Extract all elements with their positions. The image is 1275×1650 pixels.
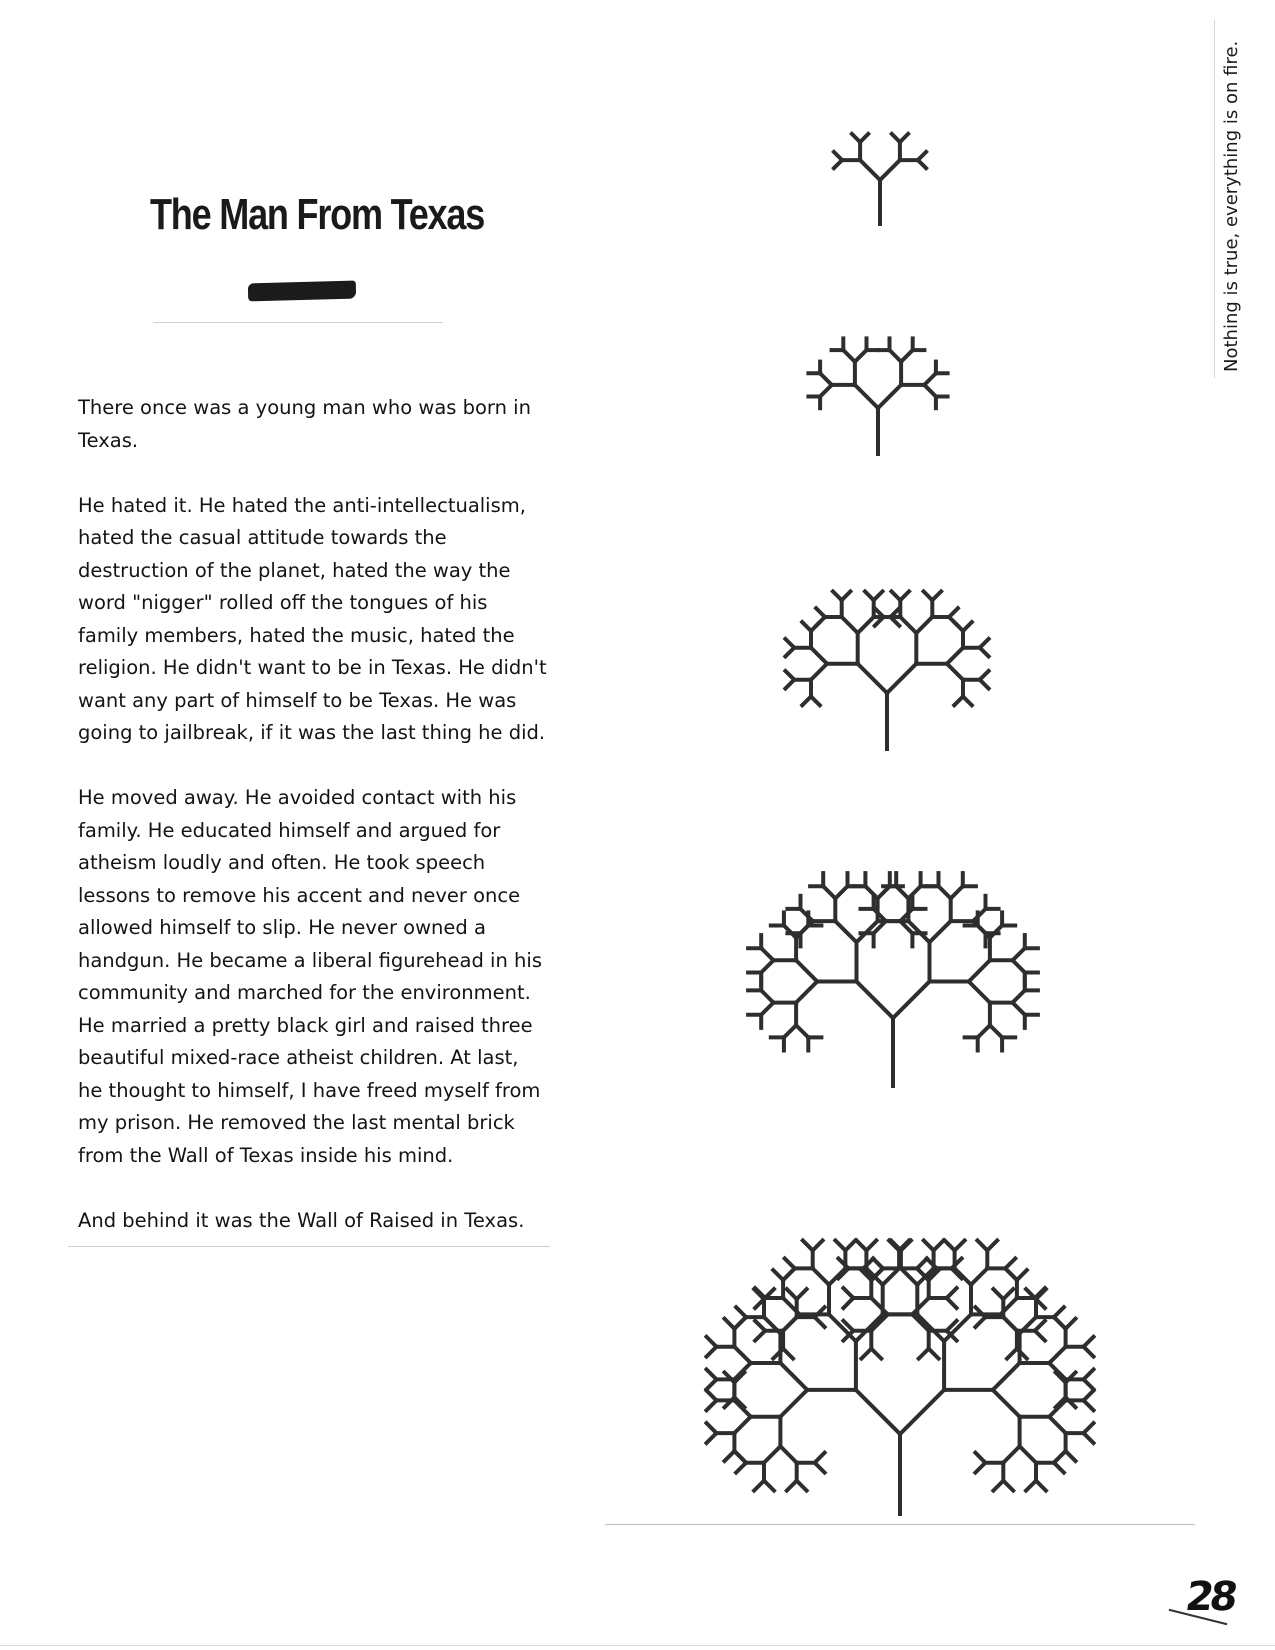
tree-branch bbox=[707, 1391, 717, 1401]
tree-branch bbox=[980, 680, 989, 689]
tree-branch bbox=[1084, 1369, 1094, 1379]
tree-branch bbox=[811, 664, 827, 680]
page-number: 28 bbox=[1182, 1574, 1237, 1620]
tree-branch bbox=[993, 1481, 1003, 1491]
tree-branch bbox=[1026, 1481, 1036, 1491]
tree-branch bbox=[785, 1259, 795, 1269]
tree-branch bbox=[811, 648, 827, 664]
tree-branch bbox=[783, 1314, 799, 1330]
tree-branch bbox=[1035, 1331, 1045, 1341]
tree-branch bbox=[707, 1433, 717, 1443]
tree-branch bbox=[871, 1298, 887, 1314]
fractal-tree-iteration-1 bbox=[790, 98, 970, 228]
tree-branch bbox=[918, 160, 926, 168]
tree-branch bbox=[930, 921, 951, 942]
tree-branch bbox=[815, 1317, 825, 1327]
tree-branch bbox=[787, 1481, 797, 1491]
tree-branch bbox=[797, 1289, 807, 1299]
tree-branch bbox=[1036, 1481, 1046, 1491]
fractal-tree-iteration-4 bbox=[658, 780, 1128, 1090]
tree-branch bbox=[1056, 1319, 1066, 1329]
tree-branch bbox=[1084, 1400, 1094, 1410]
tree-branch bbox=[1084, 1379, 1094, 1389]
tree-branch bbox=[707, 1400, 717, 1410]
tree-branch bbox=[1049, 1417, 1065, 1433]
tree-branch bbox=[835, 1241, 845, 1251]
tree-branch bbox=[725, 1319, 735, 1329]
tree-branch bbox=[734, 1347, 750, 1363]
tree-branch bbox=[932, 591, 941, 600]
tree-branch bbox=[975, 1463, 985, 1473]
tree-branch bbox=[993, 1363, 1020, 1390]
tree-branch bbox=[815, 1463, 825, 1473]
tree-branch bbox=[845, 1241, 855, 1251]
tree-branch bbox=[954, 697, 963, 706]
tree-branch bbox=[963, 622, 972, 631]
tree-branch bbox=[971, 1268, 987, 1284]
story-body bbox=[78, 392, 548, 1237]
tree-branch bbox=[874, 591, 883, 600]
tree-branch bbox=[1084, 1423, 1094, 1433]
tree-branch bbox=[773, 1270, 783, 1280]
tree-branch bbox=[816, 608, 825, 617]
fractal-tree-iteration-2 bbox=[748, 272, 1008, 457]
tree-branch bbox=[947, 648, 963, 664]
tree-branch bbox=[857, 1241, 867, 1251]
tree-branch bbox=[813, 1241, 823, 1251]
story-end-divider bbox=[68, 1246, 550, 1247]
tree-branch bbox=[934, 1241, 944, 1251]
tree-branch bbox=[916, 617, 932, 633]
tree-branch bbox=[993, 1390, 1020, 1417]
tree-branch bbox=[707, 1347, 717, 1357]
tree-branch bbox=[725, 1451, 735, 1461]
tree-branch bbox=[1020, 1446, 1036, 1462]
tree-branch bbox=[785, 1268, 795, 1278]
sidebar-tagline: Nothing is true, everything is on fire. bbox=[1221, 40, 1242, 372]
fractal-tree-iteration-3 bbox=[712, 503, 1062, 753]
tree-branch bbox=[780, 1446, 796, 1462]
tree-branch bbox=[834, 152, 842, 160]
redacted-author-name bbox=[248, 281, 356, 302]
tree-branch bbox=[843, 1298, 853, 1308]
tree-branch bbox=[857, 982, 894, 1019]
tree-branch bbox=[901, 1268, 917, 1284]
tree-branch bbox=[1084, 1347, 1094, 1357]
tree-branch bbox=[900, 591, 909, 600]
tree-branch bbox=[993, 1289, 1003, 1299]
tree-branch bbox=[900, 1390, 944, 1434]
tree-branch bbox=[780, 1363, 807, 1390]
tree-branch bbox=[815, 1453, 825, 1463]
tree-branch bbox=[861, 1349, 871, 1359]
story-title: The Man From Texas bbox=[150, 190, 485, 239]
tree-branch bbox=[1017, 1270, 1027, 1280]
tree-branch bbox=[755, 1331, 765, 1341]
tree-branch bbox=[736, 1317, 746, 1327]
tree-branch bbox=[947, 1298, 957, 1308]
tree-branch bbox=[975, 1317, 985, 1327]
sidebar-divider bbox=[1214, 20, 1215, 378]
tree-branch bbox=[1084, 1337, 1094, 1347]
tree-branch bbox=[736, 1307, 746, 1317]
tree-branch bbox=[803, 1241, 813, 1251]
tree-branch bbox=[707, 1369, 717, 1379]
tree-branch bbox=[1084, 1433, 1094, 1443]
tree-branch bbox=[1003, 1481, 1013, 1491]
tree-branch bbox=[842, 591, 851, 600]
tree-branch bbox=[878, 385, 901, 408]
tree-branch bbox=[1054, 1453, 1064, 1463]
tree-branch bbox=[835, 921, 856, 942]
tree-branch bbox=[987, 1241, 997, 1251]
tree-branch bbox=[797, 1481, 807, 1491]
story-paragraph-4: And behind it was the Wall of Raised in Texas. bbox=[78, 1208, 525, 1232]
tree-branch bbox=[707, 1337, 717, 1347]
tree-branch bbox=[802, 697, 811, 706]
tree-branch bbox=[912, 1298, 928, 1314]
tree-branch bbox=[871, 1349, 881, 1359]
tree-branch bbox=[843, 1288, 853, 1298]
tree-branch bbox=[707, 1423, 717, 1433]
fractal-tree-iteration-5 bbox=[600, 1138, 1200, 1518]
tree-branch bbox=[813, 1268, 829, 1284]
tree-branch bbox=[780, 1390, 807, 1417]
tree-branch bbox=[1084, 1391, 1094, 1401]
tree-branch bbox=[900, 134, 908, 142]
tree-branch bbox=[764, 1481, 774, 1491]
tree-branch bbox=[883, 1268, 899, 1284]
tree-branch bbox=[860, 134, 868, 142]
tree-branch bbox=[755, 1321, 765, 1331]
tree-branch bbox=[929, 1349, 939, 1359]
tree-branch bbox=[980, 648, 989, 657]
tree-branch bbox=[858, 664, 887, 693]
tree-branch bbox=[1049, 1347, 1065, 1363]
tree-branch bbox=[734, 1417, 750, 1433]
tree-branch bbox=[796, 960, 817, 981]
tree-branch bbox=[1066, 1451, 1076, 1461]
tree-branch bbox=[764, 1446, 780, 1462]
tree-branch bbox=[1007, 1349, 1017, 1359]
tree-branch bbox=[1054, 1463, 1064, 1473]
story-paragraph-3: He moved away. He avoided contact with his family. He educated himself and argued for atheism loudly and often. He took speech lessons to remove his accent and never once allowed himself to slip. He never owned a handgun. He became a liberal figurehead in his community and marched for the environment. He married a pretty black girl and raised three beautiful mixed-race atheist children. At last, he thought to himself, I have freed myself from my prison. He removed the last mental brick from the Wall of Texas inside his mind. bbox=[78, 786, 542, 1167]
tree-branch bbox=[860, 160, 880, 180]
tree-branch bbox=[880, 160, 900, 180]
tree-branch bbox=[734, 1451, 744, 1461]
tree-branch bbox=[1054, 1307, 1064, 1317]
tree-branch bbox=[796, 982, 817, 1003]
tree-branch bbox=[947, 1288, 957, 1298]
tree-branch bbox=[787, 1289, 797, 1299]
tree-branch bbox=[1066, 1319, 1076, 1329]
tree-branch bbox=[1003, 1317, 1019, 1333]
tree-branch bbox=[955, 1241, 965, 1251]
illustration-baseline bbox=[605, 1524, 1195, 1525]
tree-branch bbox=[975, 1453, 985, 1463]
page-bottom-edge bbox=[0, 1645, 1275, 1646]
tree-branch bbox=[754, 1481, 764, 1491]
tree-branch bbox=[947, 664, 963, 680]
tree-branch bbox=[1005, 1259, 1015, 1269]
tree-branch bbox=[945, 1241, 955, 1251]
tree-branch bbox=[736, 1463, 746, 1473]
tree-branch bbox=[969, 982, 990, 1003]
tree-branch bbox=[873, 1268, 883, 1278]
tree-branch bbox=[866, 1241, 876, 1251]
tree-branch bbox=[1003, 1289, 1013, 1299]
tree-branch bbox=[924, 1241, 934, 1251]
tree-branch bbox=[856, 1390, 900, 1434]
title-divider bbox=[153, 322, 443, 323]
story-paragraph-1: There once was a young man who was born in Texas. bbox=[78, 396, 531, 452]
tree-branch bbox=[893, 982, 930, 1019]
tree-branch bbox=[873, 1259, 883, 1269]
tree-branch bbox=[707, 1379, 717, 1389]
tree-branch bbox=[1035, 1321, 1045, 1331]
tree-branch bbox=[785, 671, 794, 680]
tree-branch bbox=[977, 1241, 987, 1251]
tree-branch bbox=[900, 617, 916, 633]
story-paragraph-2: He hated it. He hated the anti-intellectualism, hated the casual attitude towards the destruction of the planet, hated the way the word "nigger" rolled off the tongues of his family members, hated the music, hated the religion. He didn't want to be in Texas. He didn't want any part of himself to be Texas. He was going to jailbreak, if it was the last thing he did. bbox=[78, 493, 547, 744]
tree-branch bbox=[1003, 1446, 1019, 1462]
tree-branch bbox=[785, 639, 794, 648]
tree-branch bbox=[783, 1349, 793, 1359]
tree-branch bbox=[855, 385, 878, 408]
tree-branch bbox=[1007, 1270, 1017, 1280]
tree-branch bbox=[858, 617, 874, 633]
tree-branch bbox=[919, 1349, 929, 1359]
tree-branch bbox=[969, 960, 990, 981]
tree-branch bbox=[842, 617, 858, 633]
tree-branch bbox=[887, 664, 916, 693]
